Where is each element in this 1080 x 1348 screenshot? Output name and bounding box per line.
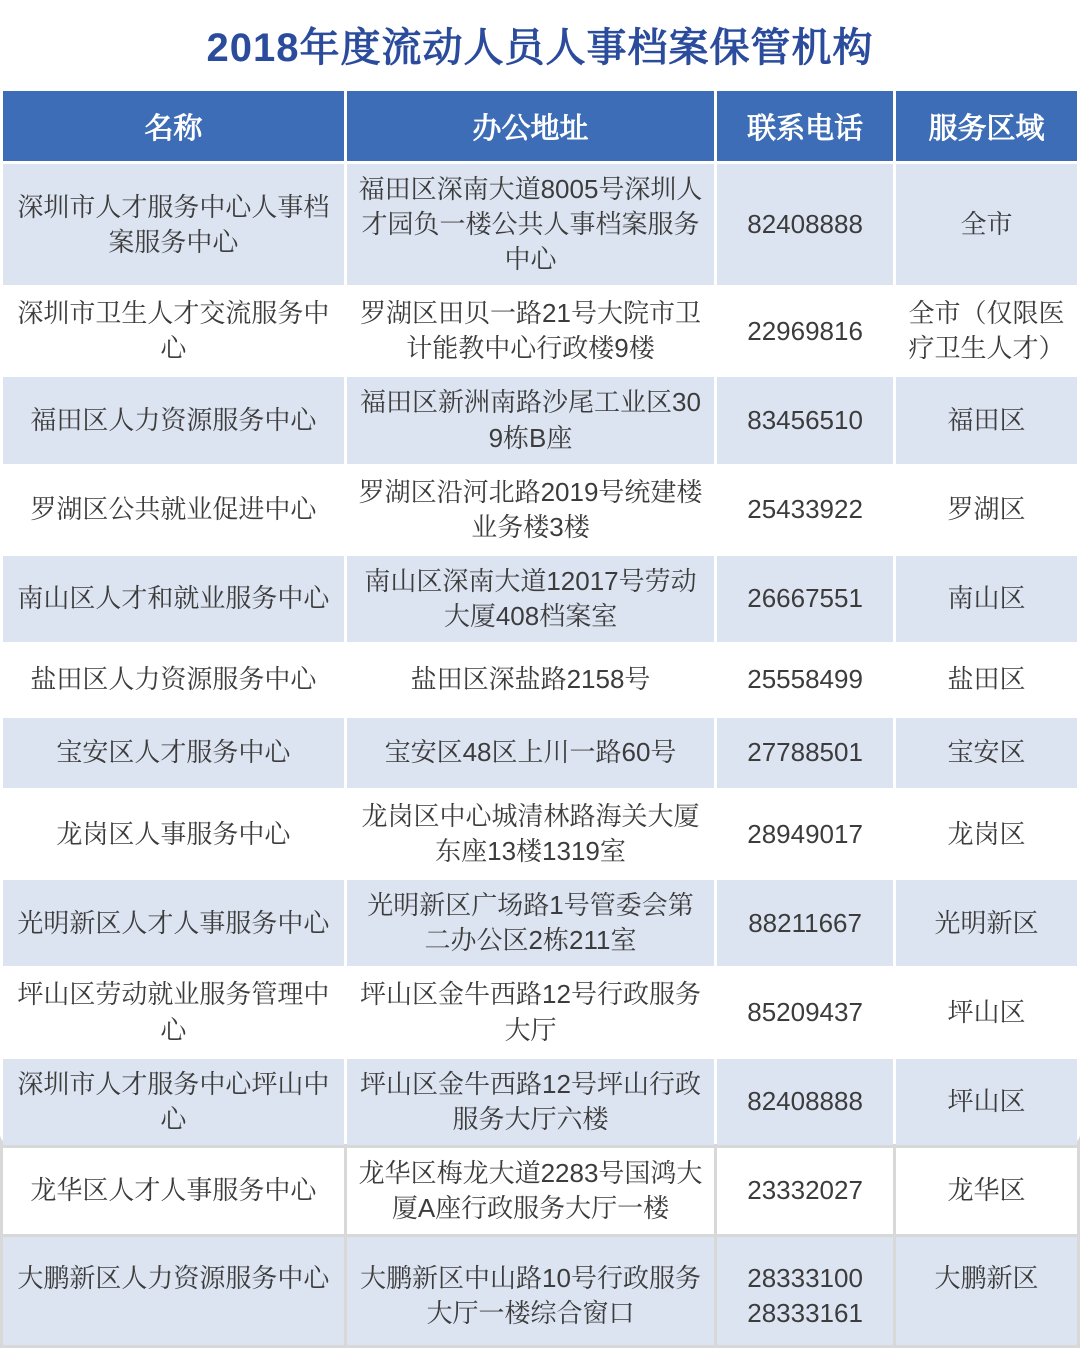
cell-name: 大鹏新区人力资源服务中心: [3, 1237, 344, 1345]
cell-name: 坪山区劳动就业服务管理中心: [3, 969, 344, 1055]
page-title: 2018年度流动人员人事档案保管机构: [206, 25, 874, 70]
cell-address: 大鹏新区中山路10号行政服务大厅一楼综合窗口: [347, 1237, 714, 1345]
cell-name: 深圳市卫生人才交流服务中心: [3, 288, 344, 374]
cell-address: 福田区新洲南路沙尾工业区309栋B座: [347, 377, 714, 463]
cell-area: 盐田区: [896, 645, 1077, 715]
table-row: [3, 467, 1077, 553]
cell-area: 龙岗区: [896, 791, 1077, 877]
table-row: [3, 377, 1077, 463]
cell-phone: 28333100 28333161: [717, 1237, 893, 1345]
cell-address: 坪山区金牛西路12号坪山行政服务大厅六楼: [347, 1059, 714, 1145]
cell-phone: 88211667: [717, 880, 893, 966]
cell-area: 光明新区: [896, 880, 1077, 966]
cell-area: 大鹏新区: [896, 1237, 1077, 1345]
cell-address: 宝安区48区上川一路60号: [347, 718, 714, 788]
cell-address: 光明新区广场路1号管委会第二办公区2栋211室: [347, 880, 714, 966]
table-row: [3, 791, 1077, 877]
cell-name: 南山区人才和就业服务中心: [3, 556, 344, 642]
cell-area: 龙华区: [896, 1148, 1077, 1234]
cell-phone: 28949017: [717, 791, 893, 877]
cell-address: 福田区深南大道8005号深圳人才园负一楼公共人事档案服务中心: [347, 164, 714, 285]
cell-phone: 82408888: [717, 164, 893, 285]
cell-area: 南山区: [896, 556, 1077, 642]
cell-phone: 22969816: [717, 288, 893, 374]
column-header-area: 服务区域: [896, 91, 1077, 161]
cell-address: 盐田区深盐路2158号: [347, 645, 714, 715]
column-header-phone: 联系电话: [717, 91, 893, 161]
cell-address: 坪山区金牛西路12号行政服务大厅: [347, 969, 714, 1055]
column-header-address: 办公地址: [347, 91, 714, 161]
column-header-name: 名称: [3, 91, 344, 161]
cell-address: 罗湖区田贝一路21号大院市卫计能教中心行政楼9楼: [347, 288, 714, 374]
cell-area: 福田区: [896, 377, 1077, 463]
cell-phone: 83456510: [717, 377, 893, 463]
cell-address: 罗湖区沿河北路2019号统建楼业务楼3楼: [347, 467, 714, 553]
cell-name: 光明新区人才人事服务中心: [3, 880, 344, 966]
cell-name: 宝安区人才服务中心: [3, 718, 344, 788]
cell-address: 龙华区梅龙大道2283号国鸿大厦A座行政服务大厅一楼: [347, 1148, 714, 1234]
cell-phone: 27788501: [717, 718, 893, 788]
title-bar: [0, 0, 1080, 88]
table-row: [3, 969, 1077, 1055]
institutions-table: [0, 88, 1080, 1348]
cell-address: 龙岗区中心城清林路海关大厦东座13楼1319室: [347, 791, 714, 877]
cell-phone: 25558499: [717, 645, 893, 715]
cell-phone: 82408888: [717, 1059, 893, 1145]
table-row: [3, 645, 1077, 715]
table-row: [3, 1059, 1077, 1145]
cell-area: 罗湖区: [896, 467, 1077, 553]
cell-name: 深圳市人才服务中心坪山中心: [3, 1059, 344, 1145]
table-row: [3, 164, 1077, 285]
cell-name: 深圳市人才服务中心人事档案服务中心: [3, 164, 344, 285]
cell-phone: 85209437: [717, 969, 893, 1055]
cell-phone: 23332027: [717, 1148, 893, 1234]
table-row: [3, 1237, 1077, 1345]
cell-area: 全市: [896, 164, 1077, 285]
cell-address: 南山区深南大道12017号劳动大厦408档案室: [347, 556, 714, 642]
table-row: [3, 718, 1077, 788]
cell-name: 罗湖区公共就业促进中心: [3, 467, 344, 553]
cell-phone: 26667551: [717, 556, 893, 642]
cell-area: 坪山区: [896, 1059, 1077, 1145]
cell-name: 龙岗区人事服务中心: [3, 791, 344, 877]
cell-phone: 25433922: [717, 467, 893, 553]
cell-area: 坪山区: [896, 969, 1077, 1055]
cell-area: 全市（仅限医疗卫生人才）: [896, 288, 1077, 374]
table-row: [3, 556, 1077, 642]
cell-name: 龙华区人才人事服务中心: [3, 1148, 344, 1234]
cell-name: 福田区人力资源服务中心: [3, 377, 344, 463]
cell-area: 宝安区: [896, 718, 1077, 788]
table-row: [3, 288, 1077, 374]
table-row: [3, 1148, 1077, 1234]
table-header-row: [3, 91, 1077, 161]
table-row: [3, 880, 1077, 966]
cell-name: 盐田区人力资源服务中心: [3, 645, 344, 715]
